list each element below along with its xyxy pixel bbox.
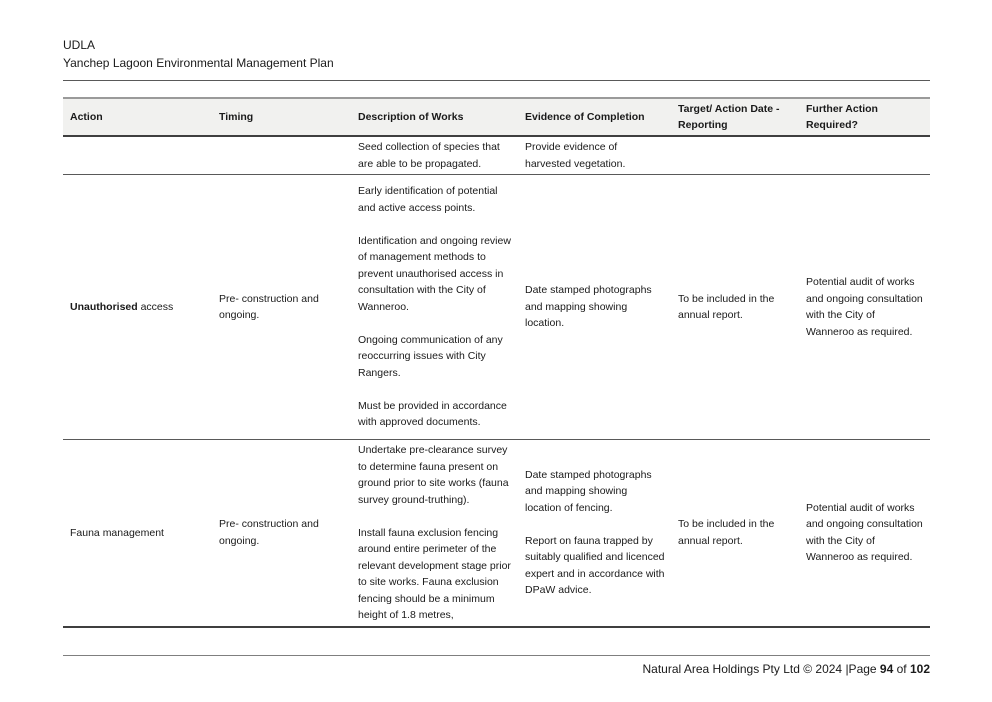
column-header-target-action-date: Target/ Action Date - Reporting <box>671 98 799 136</box>
column-header-evidence-of-completion: Evidence of Completion <box>518 98 671 136</box>
cell-timing: Pre- construction and ongoing. <box>219 292 319 321</box>
cell-further <box>799 136 930 175</box>
cell-evidence: Date stamped photographs and mapping showing location. <box>525 284 652 330</box>
table-row <box>63 136 930 175</box>
page-footer <box>63 660 930 678</box>
document-title: Yanchep Lagoon Environmental Management Plan <box>63 56 334 70</box>
cell-target <box>671 136 799 175</box>
document-header <box>63 36 930 72</box>
cell-further: Potential audit of works and ongoing consultation with the City of Wanneroo as required. <box>806 501 923 564</box>
footer-text: Natural Area Holdings Pty Ltd © 2024 |Page 94 of 102 <box>642 661 930 676</box>
table-row <box>63 440 930 627</box>
cell-further: Potential audit of works and ongoing consultation with the City of Wanneroo as required. <box>806 276 923 338</box>
column-header-further-action: Further Action Required? <box>799 98 930 136</box>
cell-target: To be included in the annual report. <box>678 518 775 547</box>
cell-timing <box>212 136 351 175</box>
cell-description: Early identification of potential and active access points. Identification and ongoing review of management methods to prevent unauthorised access in consultation with the City of Wanneroo. Ongoing communication of any reoccurring issues with City Rangers. Must be provided in accordance with approved documents. <box>358 185 511 429</box>
cell-description: Undertake pre-clearance survey to determine fauna present on ground prior to site works (fauna survey ground-truthing). Install fauna exclusion fencing around entire perimeter of the relevant development stage prior to site works. Fauna exclusion fencing should be a minimum height of 1.8 metres, <box>358 444 511 621</box>
cell-timing: Pre- construction and ongoing. <box>219 518 319 547</box>
cell-action <box>63 136 212 175</box>
table-header <box>63 98 930 136</box>
column-header-action: Action <box>63 98 212 136</box>
cell-target: To be included in the annual report. <box>678 292 775 321</box>
table-row <box>63 175 930 440</box>
cell-action: Fauna management <box>70 526 164 539</box>
table-body <box>63 136 930 627</box>
header-divider <box>63 80 930 81</box>
column-header-timing: Timing <box>212 98 351 136</box>
management-plan-table <box>63 97 930 628</box>
footer-divider <box>63 655 930 656</box>
cell-evidence: Provide evidence of harvested vegetation. <box>525 141 626 170</box>
table-header-row <box>63 98 930 136</box>
cell-description: Seed collection of species that are able to be propagated. <box>358 141 500 170</box>
cell-evidence: Date stamped photographs and mapping showing location of fencing. Report on fauna trapped by suitably qualified and licenced expert and in accordance with DPaW advice. <box>525 468 665 597</box>
cell-action: Unauthorised access <box>70 300 174 313</box>
column-header-description-of-works: Description of Works <box>351 98 518 136</box>
organisation-name: UDLA <box>63 38 96 52</box>
